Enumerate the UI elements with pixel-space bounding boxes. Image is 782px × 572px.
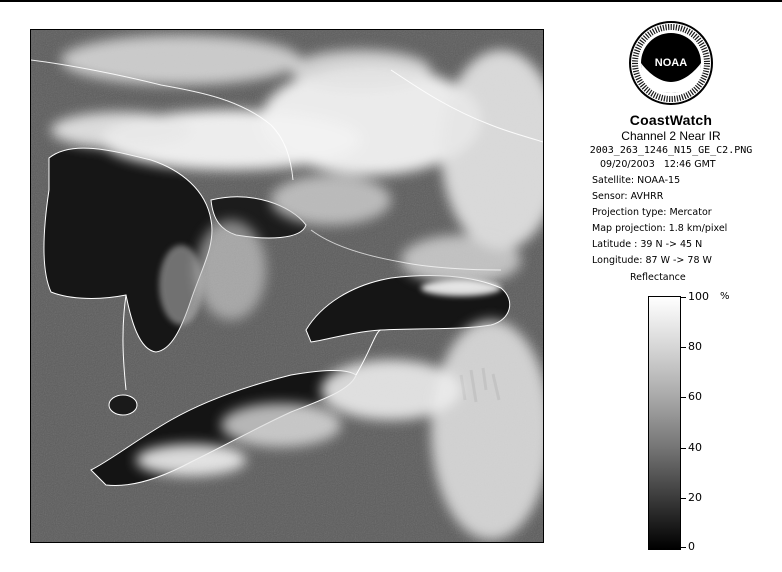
colorbar-tick-label: 40 [688, 441, 702, 454]
longitude-line: Longitude: 87 W -> 78 W [592, 255, 712, 266]
reflectance-colorbar [648, 296, 681, 550]
date-time-line [600, 157, 776, 173]
colorbar-tick [681, 347, 686, 348]
sensor-line: Sensor: AVHRR [592, 191, 664, 202]
metadata-block [592, 157, 776, 269]
colorbar-tick-label: 60 [688, 390, 702, 403]
colorbar-unit: % [720, 291, 730, 302]
map-projection-line: Map projection: 1.8 km/pixel [592, 223, 728, 234]
noaa-seal-icon [628, 20, 714, 106]
info-panel [566, 20, 776, 269]
acquisition-date: 09/20/2003 [600, 159, 655, 170]
channel-subtitle: Channel 2 Near IR [621, 129, 721, 143]
acquisition-time: 12:46 GMT [663, 159, 716, 170]
colorbar-tick [681, 297, 686, 298]
image-filename: 2003_263_1246_N15_GE_C2.PNG [589, 145, 753, 156]
satellite-map-svg [31, 30, 543, 542]
colorbar-label: Reflectance [630, 272, 686, 283]
satellite-line: Satellite: NOAA-15 [592, 175, 681, 186]
colorbar-tick-label: 80 [688, 340, 702, 353]
colorbar-tick [681, 547, 686, 548]
colorbar-tick [681, 448, 686, 449]
lake-st-clair [109, 395, 137, 415]
app-title: CoastWatch [629, 112, 713, 128]
colorbar-tick-label: 0 [688, 540, 695, 553]
colorbar-tick [681, 498, 686, 499]
colorbar-tick-label: 100 [688, 290, 709, 303]
noaa-logo-text: NOAA [654, 57, 688, 69]
colorbar-tick-label: 20 [688, 491, 702, 504]
colorbar-tick [681, 397, 686, 398]
projection-type-line: Projection type: Mercator [592, 207, 712, 218]
noaa-logo [628, 20, 714, 106]
latitude-line: Latitude : 39 N -> 45 N [592, 239, 703, 250]
satellite-map-image [30, 29, 544, 543]
